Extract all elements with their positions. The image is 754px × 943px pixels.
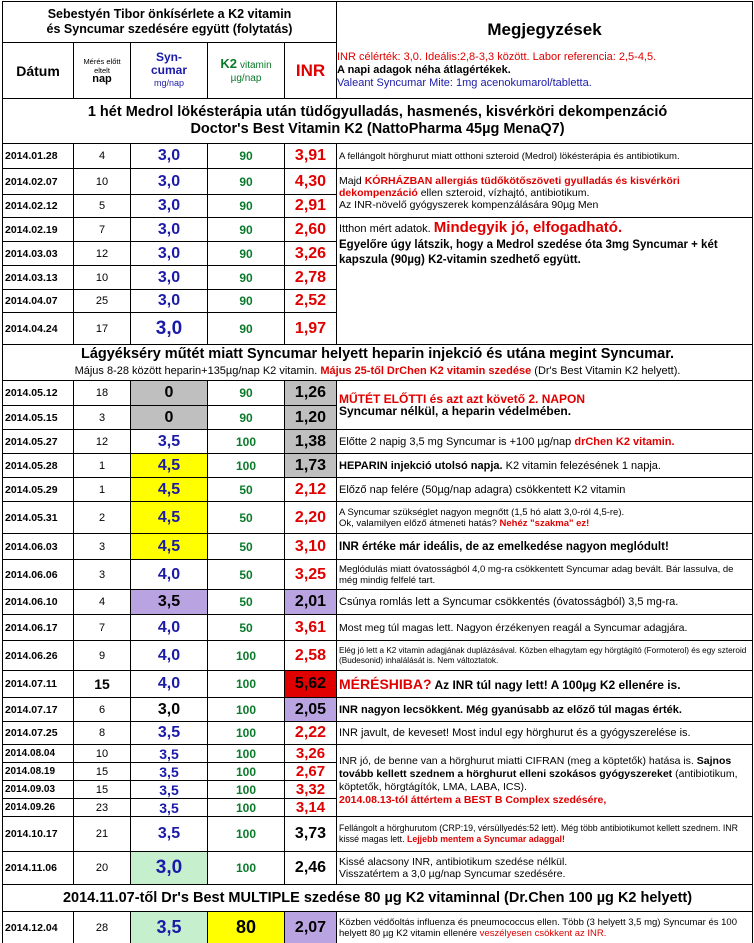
table-cell: [337, 502, 753, 534]
spreadsheet: [0, 1, 754, 943]
cell-notes-n23c: (antibiotikum, köptetők, hörgtágítók, LMA, LABA, ICS).: [339, 767, 738, 793]
cell-rows-17-nap: 7: [74, 615, 131, 641]
cell-rows-11-syn: 4,5: [131, 454, 208, 478]
cell-rows-18-nap: 9: [74, 641, 131, 671]
cell-rows-20-nap: 6: [74, 698, 131, 722]
cell-notes-n14a: A Syncumar szükséglet nagyon megnőtt (1,5 hó alatt 3,0-ról 4,5-re).: [339, 506, 625, 518]
cell-header_notes-l2: A napi adagok néha átlagértékek.: [337, 64, 511, 76]
cell-rows-22-inr: 3,26: [285, 745, 337, 763]
table-cell: [337, 430, 753, 454]
cell-rows-14-nap: 3: [74, 534, 131, 560]
inr-table-body: [2, 98, 753, 943]
table-row: [3, 671, 753, 698]
cell-notes-n29a: Közben védőoltás influenza és pneumococcus ellen. Több (3 helyett 3,5 mg) Syncumar és 100 helyett 80 µg K2 vitamin ellenére: [339, 916, 738, 939]
cell-rows-2-inr: 2,91: [285, 195, 337, 218]
cell-rows-22-nap: 10: [74, 745, 131, 763]
cell-rows-22-syn: 3,5: [131, 745, 208, 763]
cell-rows-10-nap: 12: [74, 430, 131, 454]
table-row: [3, 478, 753, 502]
cell-notes-n4a: Itthon mért adatok.: [339, 223, 434, 235]
cell-rows-3-nap: 7: [74, 218, 131, 242]
cell-rows-8-k2: 90: [208, 381, 285, 406]
cell-rows-4-syn: 3,0: [131, 242, 208, 266]
cell-rows-3-inr: 2,60: [285, 218, 337, 242]
cell-rows-19-date: 2014.07.11: [3, 671, 74, 698]
cell-rows-18-syn: 4,0: [131, 641, 208, 671]
cell-title_line1: Sebestyén Tibor önkísérlete a K2 vitamin: [47, 7, 292, 21]
table-row: [3, 590, 753, 615]
cell-notes-n27b: Lejjebb mentem a Syncumar adaggal!: [406, 834, 565, 844]
col-syncumar: [131, 43, 208, 99]
cell-rows-20-k2: 100: [208, 698, 285, 722]
cell-rows-0-date: 2014.01.28: [3, 144, 74, 169]
cell-rows-21-k2: 100: [208, 722, 285, 745]
cell-rows-15-k2: 50: [208, 560, 285, 590]
table-row: [3, 560, 753, 590]
cell-rows-25-date: 2014.09.26: [3, 799, 74, 817]
cell-rows-21-date: 2014.07.25: [3, 722, 74, 745]
cell-rows-6-nap: 25: [74, 290, 131, 313]
cell-rows-13-inr: 2,20: [285, 502, 337, 534]
cell-rows-25-nap: 23: [74, 799, 131, 817]
cell-rows-20-inr: 2,05: [285, 698, 337, 722]
table-cell: [337, 381, 753, 430]
table-row: [3, 745, 753, 763]
cell-rows-17-inr: 3,61: [285, 615, 337, 641]
cell-notes-n11a: Előtte 2 napig 3,5 mg Syncumar is +100 µg/nap: [339, 435, 575, 448]
col-datum: Dátum: [3, 43, 74, 99]
table-row: [3, 144, 753, 169]
cell-rows-24-syn: 3,5: [131, 781, 208, 799]
cell-notes-n5: Egyelőre úgy látszik, hogy a Medrol szedése óta 3mg Syncumar + két kapszula (90µg) K2-vitamin szedhető együtt.: [339, 239, 718, 266]
cell-header-k2: K2: [220, 55, 237, 71]
cell-notes-n18: Most meg túl magas lett. Nagyon érzékenyen reagál a Syncumar adagjára.: [337, 615, 753, 641]
cell-rows-2-k2: 90: [208, 195, 285, 218]
cell-header-syncumar2: cumar: [150, 63, 188, 77]
cell-rows-27-nap: 20: [74, 852, 131, 885]
cell-rows-1-inr: 4,30: [285, 169, 337, 195]
table-row: [3, 534, 753, 560]
cell-rows-4-inr: 3,26: [285, 242, 337, 266]
cell-notes-n20a: MÉRÉSHIBA?: [339, 675, 432, 692]
cell-header_notes-l1: INR célérték: 3,0. Ideális:2,8-3,3 között. Labor referencia: 2,5-4,5.: [337, 51, 657, 63]
cell-rows-14-date: 2014.06.03: [3, 534, 74, 560]
cell-notes-n22: INR javult, de keveset! Most indul egy hörghurut és a gyógyszerelése is.: [337, 722, 753, 745]
notes-header: Megjegyzések: [487, 20, 602, 39]
cell-rows-5-syn: 3,0: [131, 266, 208, 290]
cell-rows-1-date: 2014.02.07: [3, 169, 74, 195]
cell-notes-n9: MŰTÉT ELŐTTI és azt azt követő 2. NAPON: [339, 392, 586, 406]
cell-notes-n19: Elég jó lett a K2 vitamin adagjának duplázásával. Közben elhagytam egy hörgtágító (Formoterol) és egy szteroid (Budesonid) inhalálását is. Nem változtatok.: [337, 641, 753, 671]
cell-rows-16-syn: 3,5: [131, 590, 208, 615]
table-row: [3, 817, 753, 852]
table-cell: [337, 912, 753, 943]
cell-rows-26-inr: 3,73: [285, 817, 337, 852]
section-1: [3, 99, 753, 144]
cell-rows-7-date: 2014.04.24: [3, 313, 74, 345]
cell-notes-n4b: Mindegyik jó, elfogadható.: [433, 219, 623, 236]
cell-rows-5-nap: 10: [74, 266, 131, 290]
cell-rows-8-inr: 1,26: [285, 381, 337, 406]
cell-rows-10-date: 2014.05.27: [3, 430, 74, 454]
cell-rows-18-date: 2014.06.26: [3, 641, 74, 671]
cell-rows-1-k2: 90: [208, 169, 285, 195]
cell-rows-12-date: 2014.05.29: [3, 478, 74, 502]
section-3: 2014.11.07-től Dr's Best MULTIPLE szedése 80 µg K2 vitaminnal (Dr.Chen 100 µg K2 helyett): [3, 885, 753, 912]
cell-rows-5-inr: 2,78: [285, 266, 337, 290]
cell-notes-n2a: Majd: [339, 175, 365, 187]
cell-notes-n12a: HEPARIN injekció utolsó napja.: [339, 459, 503, 472]
cell-rows-16-date: 2014.06.10: [3, 590, 74, 615]
cell-rows-17-date: 2014.06.17: [3, 615, 74, 641]
cell-notes-n14b: Ok, valamilyen előző átmeneti hatás?: [339, 517, 500, 529]
cell-rows-9-inr: 1,20: [285, 406, 337, 430]
cell-notes-n23d: 2014.08.13-tól áttértem a BEST B Complex szedésére,: [339, 793, 607, 806]
section-2: [3, 345, 753, 381]
cell-notes-n12b: K2 vitamin felezésének 1 napja.: [502, 459, 661, 472]
cell-rows-2-nap: 5: [74, 195, 131, 218]
cell-rows-12-nap: 1: [74, 478, 131, 502]
cell-rows-26-k2: 100: [208, 817, 285, 852]
cell-rows-28-inr: 2,07: [285, 912, 337, 943]
cell-rows-8-nap: 18: [74, 381, 131, 406]
cell-rows-7-syn: 3,0: [131, 313, 208, 345]
cell-rows-17-k2: 50: [208, 615, 285, 641]
col-nap: [74, 43, 131, 99]
cell-rows-5-k2: 90: [208, 266, 285, 290]
cell-rows-16-nap: 4: [74, 590, 131, 615]
cell-section2-l2c: (Dr's Best Vitamin K2 helyett).: [531, 364, 681, 377]
cell-notes-n2c: ellen szteroid, vízhajtó, antibiotikum.: [417, 187, 590, 199]
cell-rows-26-nap: 21: [74, 817, 131, 852]
table-cell: [337, 454, 753, 478]
table-row: [3, 722, 753, 745]
table-row: [3, 852, 753, 885]
cell-notes-n17: Csúnya romlás lett a Syncumar csökkentés (óvatosságból) 3,5 mg-ra.: [337, 590, 753, 615]
cell-notes-n2b: KÓRHÁZBAN allergiás tüdőkötőszöveti gyulladás és kisvérköri dekompenzáció: [339, 175, 680, 199]
cell-rows-1-syn: 3,0: [131, 169, 208, 195]
table-cell: [337, 169, 753, 218]
cell-rows-4-date: 2014.03.03: [3, 242, 74, 266]
cell-rows-16-k2: 50: [208, 590, 285, 615]
table-row: [3, 912, 753, 943]
cell-rows-16-inr: 2,01: [285, 590, 337, 615]
cell-rows-12-k2: 50: [208, 478, 285, 502]
table-row: [3, 615, 753, 641]
cell-notes-n28a: Kissé alacsony INR, antibiotikum szedése nélkül.: [339, 856, 568, 868]
cell-rows-18-inr: 2,58: [285, 641, 337, 671]
cell-rows-21-syn: 3,5: [131, 722, 208, 745]
cell-notes-n29b: veszélyesen csökkent az INR.: [479, 927, 607, 939]
cell-rows-22-k2: 100: [208, 745, 285, 763]
cell-notes-n23b: Sajnos tovább kellett szednem a hörghurut elleni szokásos gyógyszereket: [339, 754, 732, 780]
cell-rows-1-nap: 10: [74, 169, 131, 195]
col-k2: [208, 43, 285, 99]
cell-rows-14-syn: 4,5: [131, 534, 208, 560]
cell-rows-18-k2: 100: [208, 641, 285, 671]
cell-rows-3-syn: 3,0: [131, 218, 208, 242]
cell-rows-3-k2: 90: [208, 218, 285, 242]
cell-rows-27-inr: 2,46: [285, 852, 337, 885]
table-row: [3, 430, 753, 454]
cell-rows-9-syn: 0: [131, 406, 208, 430]
cell-header-syncumar1: Syn-: [155, 50, 182, 64]
cell-rows-25-k2: 100: [208, 799, 285, 817]
cell-rows-26-syn: 3,5: [131, 817, 208, 852]
cell-rows-17-syn: 4,0: [131, 615, 208, 641]
cell-rows-28-k2: 80: [208, 912, 285, 943]
cell-header_notes-l3: Valeant Syncumar Mite: 1mg acenokumarol/tabletta.: [337, 77, 592, 89]
cell-rows-0-nap: 4: [74, 144, 131, 169]
cell-rows-6-date: 2014.04.07: [3, 290, 74, 313]
cell-rows-5-date: 2014.03.13: [3, 266, 74, 290]
cell-notes-n16: Meglódulás miatt óvatosságból 4,0 mg-ra csökkentett Syncumar adag bevált. Bár lassulva, de még mindig felfelé tart.: [337, 560, 753, 590]
cell-rows-10-syn: 3,5: [131, 430, 208, 454]
cell-rows-11-k2: 100: [208, 454, 285, 478]
cell-notes-n28b: Visszatértem a 3,0 µg/nap Syncumar szedésére.: [339, 868, 566, 880]
cell-rows-11-date: 2014.05.28: [3, 454, 74, 478]
cell-rows-22-date: 2014.08.04: [3, 745, 74, 763]
cell-rows-12-syn: 4,5: [131, 478, 208, 502]
cell-rows-0-k2: 90: [208, 144, 285, 169]
cell-rows-6-k2: 90: [208, 290, 285, 313]
cell-rows-24-date: 2014.09.03: [3, 781, 74, 799]
cell-rows-12-inr: 2,12: [285, 478, 337, 502]
table-row: [3, 381, 753, 406]
cell-header-meres_elott: Mérés előtt eltelt: [83, 57, 121, 75]
cell-notes-n3: Az INR-növelő gyógyszerek kompenzálására 90µg Men: [339, 199, 599, 211]
cell-rows-13-nap: 2: [74, 502, 131, 534]
cell-rows-13-k2: 50: [208, 502, 285, 534]
cell-rows-15-syn: 4,0: [131, 560, 208, 590]
table-row: [3, 218, 753, 242]
cell-section1-l1: 1 hét Medrol lökésterápia után tüdőgyulladás, hasmenés, kisvérköri dekompenzáció: [87, 104, 668, 120]
cell-section1-l2: Doctor's Best Vitamin K2 (NattoPharma 45µg MenaQ7): [190, 121, 565, 137]
cell-notes-n11b: drChen K2 vitamin.: [574, 435, 675, 448]
cell-rows-20-date: 2014.07.17: [3, 698, 74, 722]
table-row: [3, 641, 753, 671]
table-cell: [337, 817, 753, 852]
cell-notes-n14c: Nehéz "szakma" ez!: [499, 517, 590, 529]
cell-rows-28-syn: 3,5: [131, 912, 208, 943]
cell-rows-4-nap: 12: [74, 242, 131, 266]
cell-rows-9-nap: 3: [74, 406, 131, 430]
cell-rows-8-date: 2014.05.12: [3, 381, 74, 406]
cell-rows-25-inr: 3,14: [285, 799, 337, 817]
cell-rows-11-nap: 1: [74, 454, 131, 478]
cell-rows-19-syn: 4,0: [131, 671, 208, 698]
cell-rows-11-inr: 1,73: [285, 454, 337, 478]
table-cell: [337, 745, 753, 817]
cell-rows-2-date: 2014.02.12: [3, 195, 74, 218]
cell-rows-19-nap: 15: [74, 671, 131, 698]
cell-rows-28-nap: 28: [74, 912, 131, 943]
cell-rows-14-inr: 3,10: [285, 534, 337, 560]
table-cell: [337, 852, 753, 885]
cell-rows-14-k2: 50: [208, 534, 285, 560]
cell-rows-23-syn: 3,5: [131, 763, 208, 781]
cell-rows-7-nap: 17: [74, 313, 131, 345]
cell-rows-27-syn: 3,0: [131, 852, 208, 885]
cell-rows-8-syn: 0: [131, 381, 208, 406]
cell-rows-28-date: 2014.12.04: [3, 912, 74, 943]
cell-rows-26-date: 2014.10.17: [3, 817, 74, 852]
cell-rows-27-k2: 100: [208, 852, 285, 885]
cell-rows-24-nap: 15: [74, 781, 131, 799]
cell-rows-27-date: 2014.11.06: [3, 852, 74, 885]
cell-rows-3-date: 2014.02.19: [3, 218, 74, 242]
cell-notes-n27a: Fellángolt a hörghurutom (CRP:19, vérsüllyedés:52 lett). Még több antibiotikumot kellett szednem. INR kissé magas lett.: [339, 823, 738, 844]
cell-header-k2_unit: µg/nap: [230, 72, 262, 84]
cell-rows-20-syn: 3,0: [131, 698, 208, 722]
table-row: [3, 454, 753, 478]
cell-notes-n20b: Az INR túl nagy lett! A 100µg K2 ellenére is.: [431, 677, 681, 692]
cell-notes-n23a: INR jó, de benne van a hörghurut miatti CIFRAN (meg a köptetők) hatása is.: [339, 754, 697, 767]
cell-rows-23-inr: 2,67: [285, 763, 337, 781]
cell-rows-15-inr: 3,25: [285, 560, 337, 590]
cell-rows-2-syn: 3,0: [131, 195, 208, 218]
cell-header-nap: nap: [92, 73, 112, 85]
cell-rows-25-syn: 3,5: [131, 799, 208, 817]
cell-section2-l2b: Május 25-től DrChen K2 vitamin szedése: [320, 364, 532, 377]
cell-rows-23-date: 2014.08.19: [3, 763, 74, 781]
cell-notes-n13: Előző nap felére (50µg/nap adagra) csökkentett K2 vitamin: [337, 478, 753, 502]
cell-title_line2: és Syncumar szedésére együtt (folytatás): [46, 22, 293, 36]
header-notes: [337, 51, 751, 90]
cell-rows-0-syn: 3,0: [131, 144, 208, 169]
cell-rows-15-date: 2014.06.06: [3, 560, 74, 590]
cell-rows-24-inr: 3,32: [285, 781, 337, 799]
cell-rows-19-inr: 5,62: [285, 671, 337, 698]
cell-rows-6-inr: 2,52: [285, 290, 337, 313]
cell-section2-l1: Lágyékséry műtét miatt Syncumar helyett heparin injekció és utána megint Syncumar.: [80, 345, 675, 362]
cell-section2-l2a: Május 8-28 között heparin+135µg/nap K2 vitamin.: [74, 364, 321, 377]
cell-rows-4-k2: 90: [208, 242, 285, 266]
cell-rows-13-date: 2014.05.31: [3, 502, 74, 534]
cell-rows-9-date: 2014.05.15: [3, 406, 74, 430]
cell-notes-n21: INR nagyon lecsökkent. Még gyanúsabb az előző túl magas érték.: [337, 698, 753, 722]
cell-rows-9-k2: 90: [208, 406, 285, 430]
cell-rows-21-nap: 8: [74, 722, 131, 745]
cell-rows-10-inr: 1,38: [285, 430, 337, 454]
cell-rows-6-syn: 3,0: [131, 290, 208, 313]
cell-rows-7-k2: 90: [208, 313, 285, 345]
table-cell: [337, 671, 753, 698]
table-row: [3, 502, 753, 534]
cell-header-syncumar_unit: mg/nap: [153, 78, 185, 88]
cell-notes-n15: INR értéke már ideális, de az emelkedése nagyon meglódult!: [337, 534, 753, 560]
col-inr: INR: [285, 43, 337, 99]
cell-rows-0-inr: 3,91: [285, 144, 337, 169]
cell-rows-7-inr: 1,97: [285, 313, 337, 345]
cell-rows-15-nap: 3: [74, 560, 131, 590]
cell-rows-13-syn: 4,5: [131, 502, 208, 534]
cell-notes-n9b: Syncumar nélkül, a heparin védelmében.: [339, 404, 572, 418]
cell-rows-10-k2: 100: [208, 430, 285, 454]
table-row: [3, 698, 753, 722]
cell-rows-24-k2: 100: [208, 781, 285, 799]
table-row: [3, 169, 753, 195]
cell-rows-19-k2: 100: [208, 671, 285, 698]
table-cell: [337, 218, 753, 345]
cell-rows-21-inr: 2,22: [285, 722, 337, 745]
cell-rows-23-k2: 100: [208, 763, 285, 781]
cell-rows-23-nap: 15: [74, 763, 131, 781]
sheet-title: [3, 2, 337, 43]
cell-notes-n1: A fellángolt hörghurut miatt otthoni szteroid (Medrol) lökésterápia és antibiotikum.: [337, 144, 753, 169]
cell-header-k2_vit: vitamin: [240, 59, 272, 71]
